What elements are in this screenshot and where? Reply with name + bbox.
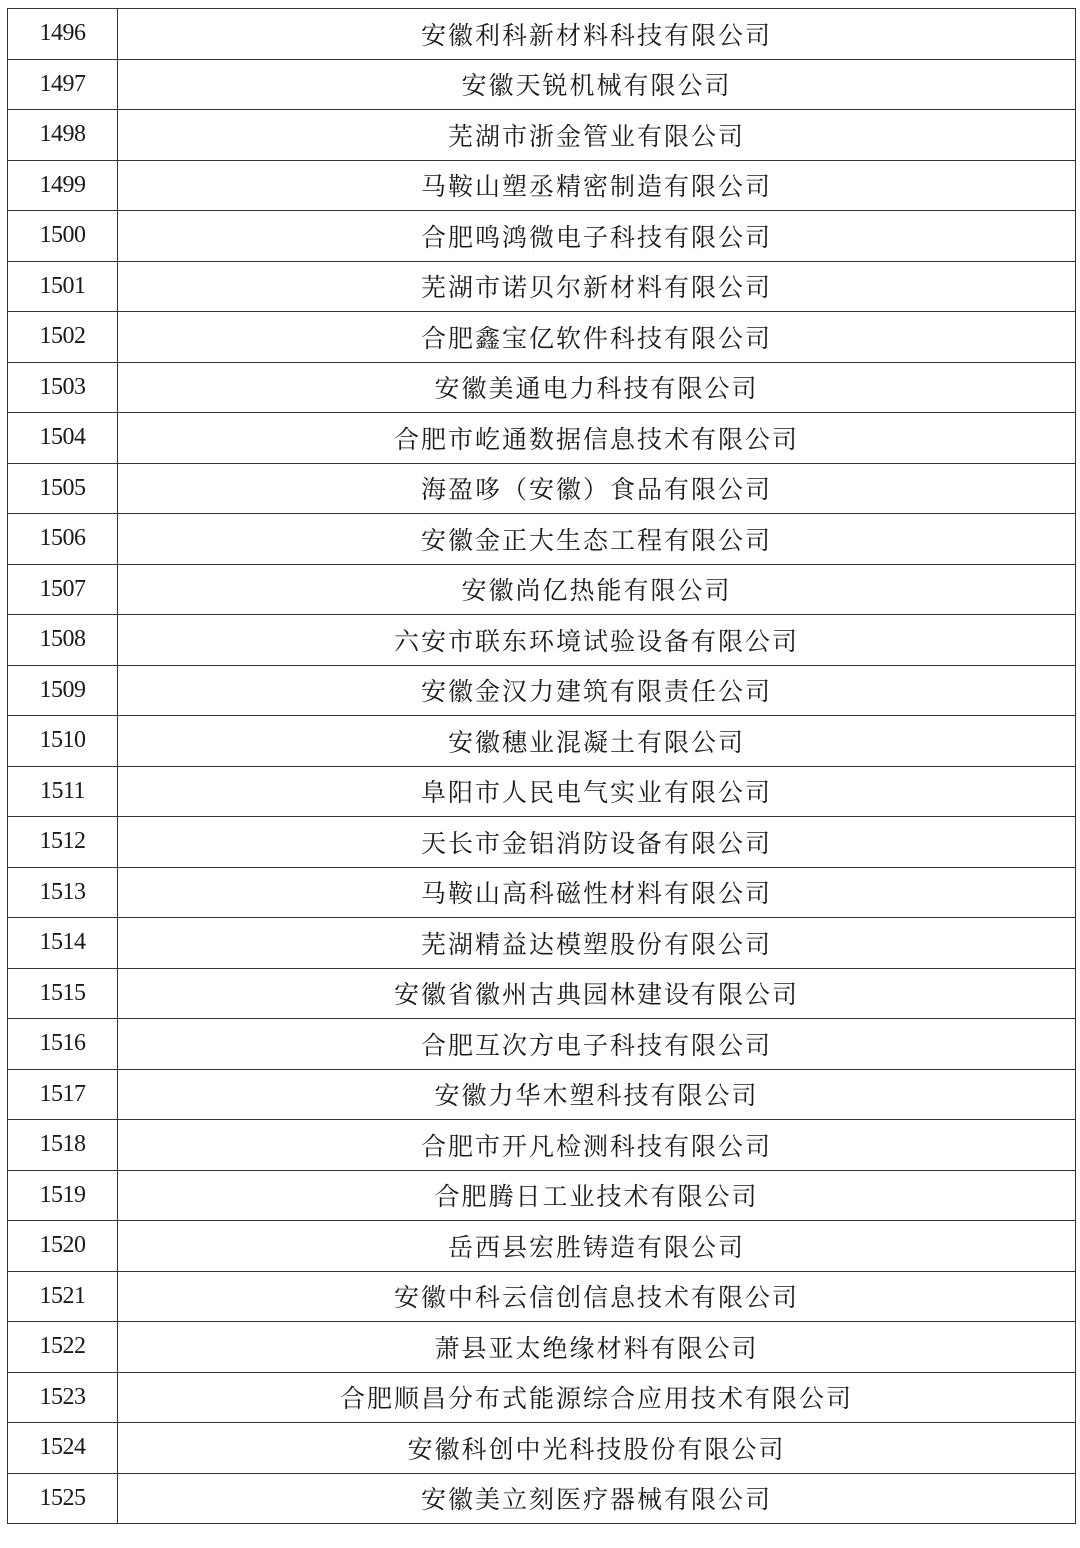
table-row [8, 1221, 1076, 1272]
row-number: 1503 [8, 362, 118, 413]
row-number: 1513 [8, 867, 118, 918]
table-row [8, 665, 1076, 716]
row-number: 1511 [8, 766, 118, 817]
row-number: 1516 [8, 1019, 118, 1070]
row-number: 1522 [8, 1322, 118, 1373]
table-row [8, 1423, 1076, 1474]
table-row [8, 59, 1076, 110]
row-number: 1519 [8, 1170, 118, 1221]
company-name: 马鞍山高科磁性材料有限公司 [118, 867, 1076, 918]
row-number: 1501 [8, 261, 118, 312]
table-row [8, 160, 1076, 211]
row-number: 1502 [8, 312, 118, 363]
row-number: 1498 [8, 110, 118, 161]
table-row [8, 1322, 1076, 1373]
table-row [8, 261, 1076, 312]
table-row [8, 564, 1076, 615]
row-number: 1512 [8, 817, 118, 868]
row-number: 1507 [8, 564, 118, 615]
company-name: 马鞍山塑丞精密制造有限公司 [118, 160, 1076, 211]
company-name: 安徽金正大生态工程有限公司 [118, 514, 1076, 565]
company-list-body [8, 9, 1076, 1524]
company-name: 天长市金铝消防设备有限公司 [118, 817, 1076, 868]
company-name: 安徽美立刻医疗器械有限公司 [118, 1473, 1076, 1524]
row-number: 1500 [8, 211, 118, 262]
table-row [8, 1120, 1076, 1171]
company-name: 安徽力华木塑科技有限公司 [118, 1069, 1076, 1120]
row-number: 1524 [8, 1423, 118, 1474]
company-name: 合肥互次方电子科技有限公司 [118, 1019, 1076, 1070]
table-row [8, 1019, 1076, 1070]
table-row [8, 1069, 1076, 1120]
company-name: 岳西县宏胜铸造有限公司 [118, 1221, 1076, 1272]
row-number: 1508 [8, 615, 118, 666]
table-row [8, 766, 1076, 817]
company-name: 安徽尚亿热能有限公司 [118, 564, 1076, 615]
row-number: 1504 [8, 413, 118, 464]
table-row [8, 615, 1076, 666]
table-row [8, 716, 1076, 767]
table-row [8, 362, 1076, 413]
row-number: 1509 [8, 665, 118, 716]
company-list-table [7, 8, 1076, 1524]
company-name: 安徽天锐机械有限公司 [118, 59, 1076, 110]
company-name: 合肥市屹通数据信息技术有限公司 [118, 413, 1076, 464]
row-number: 1497 [8, 59, 118, 110]
table-row [8, 918, 1076, 969]
company-name: 合肥鑫宝亿软件科技有限公司 [118, 312, 1076, 363]
table-row [8, 1372, 1076, 1423]
company-name: 合肥腾日工业技术有限公司 [118, 1170, 1076, 1221]
row-number: 1520 [8, 1221, 118, 1272]
company-name: 合肥市开凡检测科技有限公司 [118, 1120, 1076, 1171]
row-number: 1499 [8, 160, 118, 211]
row-number: 1518 [8, 1120, 118, 1171]
company-name: 合肥顺昌分布式能源综合应用技术有限公司 [118, 1372, 1076, 1423]
table-row [8, 867, 1076, 918]
company-name: 芜湖市浙金管业有限公司 [118, 110, 1076, 161]
company-name: 海盈哆（安徽）食品有限公司 [118, 463, 1076, 514]
table-row [8, 514, 1076, 565]
table-row [8, 968, 1076, 1019]
row-number: 1523 [8, 1372, 118, 1423]
row-number: 1496 [8, 9, 118, 60]
company-name: 安徽科创中光科技股份有限公司 [118, 1423, 1076, 1474]
company-name: 安徽中科云信创信息技术有限公司 [118, 1271, 1076, 1322]
row-number: 1510 [8, 716, 118, 767]
company-name: 阜阳市人民电气实业有限公司 [118, 766, 1076, 817]
company-name: 安徽省徽州古典园林建设有限公司 [118, 968, 1076, 1019]
row-number: 1505 [8, 463, 118, 514]
company-name: 芜湖市诺贝尔新材料有限公司 [118, 261, 1076, 312]
row-number: 1515 [8, 968, 118, 1019]
table-row [8, 211, 1076, 262]
company-name: 安徽金汉力建筑有限责任公司 [118, 665, 1076, 716]
company-name: 安徽利科新材料科技有限公司 [118, 9, 1076, 60]
table-row [8, 413, 1076, 464]
table-row [8, 817, 1076, 868]
company-name: 萧县亚太绝缘材料有限公司 [118, 1322, 1076, 1373]
company-name: 六安市联东环境试验设备有限公司 [118, 615, 1076, 666]
row-number: 1517 [8, 1069, 118, 1120]
table-row [8, 1473, 1076, 1524]
row-number: 1525 [8, 1473, 118, 1524]
company-name: 安徽穗业混凝土有限公司 [118, 716, 1076, 767]
company-name: 合肥鸣鸿微电子科技有限公司 [118, 211, 1076, 262]
table-row [8, 1170, 1076, 1221]
company-name: 芜湖精益达模塑股份有限公司 [118, 918, 1076, 969]
table-row [8, 1271, 1076, 1322]
company-name: 安徽美通电力科技有限公司 [118, 362, 1076, 413]
row-number: 1514 [8, 918, 118, 969]
table-row [8, 463, 1076, 514]
table-row [8, 110, 1076, 161]
table-row [8, 312, 1076, 363]
table-row [8, 9, 1076, 60]
row-number: 1521 [8, 1271, 118, 1322]
row-number: 1506 [8, 514, 118, 565]
